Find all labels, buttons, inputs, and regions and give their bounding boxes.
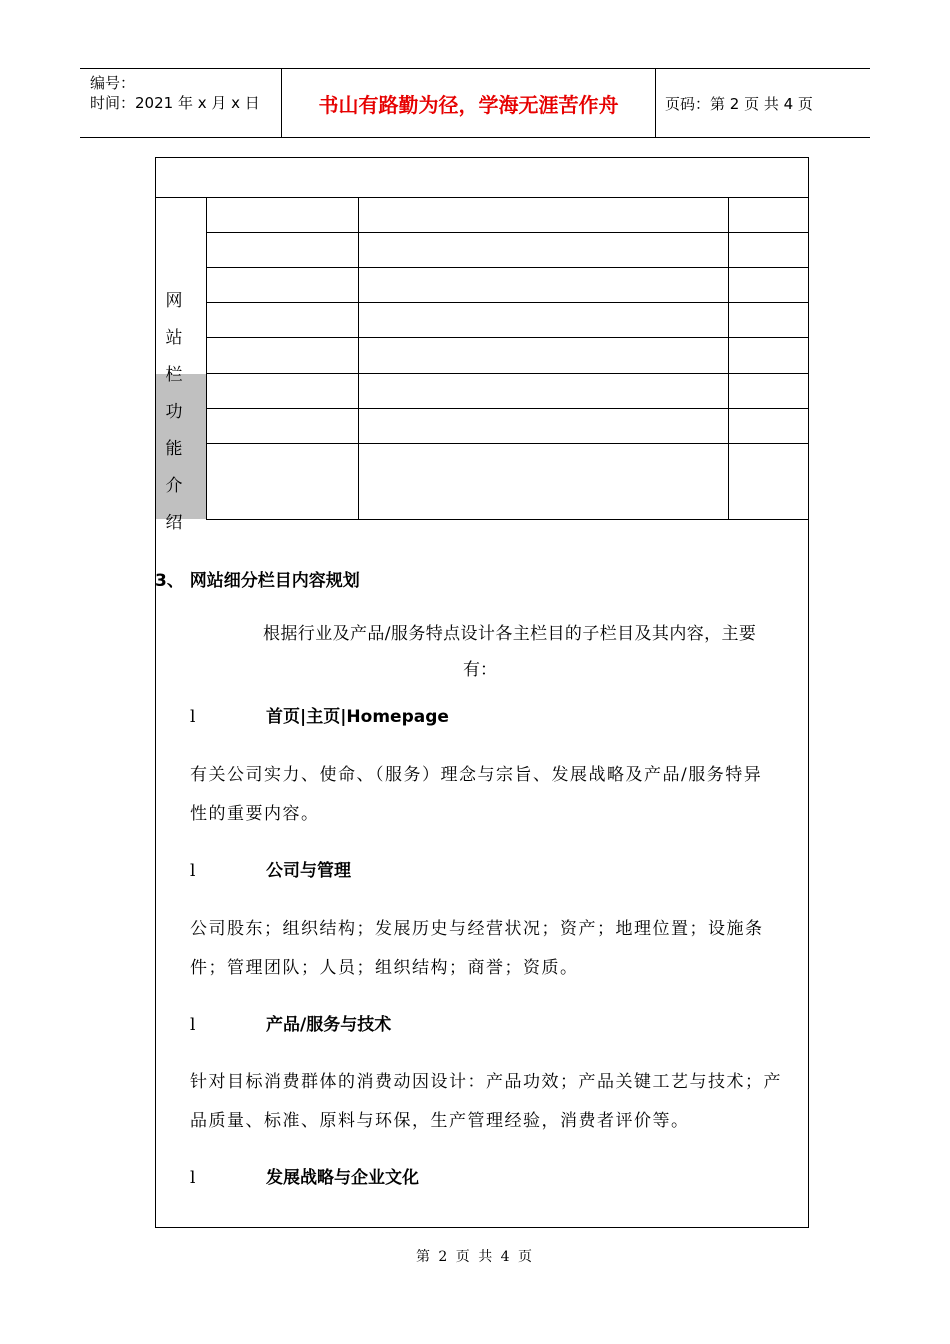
table-rule	[206, 443, 808, 444]
date-label: 时间：2021 年 x 月 x 日	[90, 94, 260, 112]
serial-label: 编号：	[90, 74, 136, 92]
item-description: 公司股东；组织结构；发展历史与经营状况；资产；地理位置；设施条 件；管理团队；人员；组织结构；商誉；资质。	[190, 919, 764, 978]
table-rule	[206, 267, 808, 268]
item-description: 有关公司实力、使命、（服务）理念与宗旨、发展战略及产品/服务特异 性的重要内容。	[190, 765, 763, 824]
table-rule	[206, 408, 808, 409]
item-description: 针对目标消费群体的消费动因设计：产品功效；产品关键工艺与技术；产 品质量、标准、原料与环保，生产管理经验，消费者评价等。	[190, 1072, 782, 1131]
list-bullet: l	[190, 1168, 196, 1188]
header-divider	[655, 69, 656, 137]
table-rule	[206, 302, 808, 303]
table-rule	[156, 197, 808, 198]
page-info: 页码：第 2 页 共 4 页	[665, 94, 813, 113]
item-title: 发展战略与企业文化	[266, 1168, 419, 1188]
list-bullet: l	[190, 861, 196, 881]
page-header	[80, 68, 870, 138]
list-bullet: l	[190, 1015, 196, 1035]
item-title: 公司与管理	[266, 861, 351, 881]
section-intro-line2: 有：	[463, 660, 497, 680]
table-rule	[206, 197, 207, 520]
item-title: 产品/服务与技术	[266, 1015, 392, 1035]
table-rule	[206, 373, 808, 374]
table-rule	[358, 197, 359, 520]
table-rule	[206, 232, 808, 233]
section-intro-line1: 根据行业及产品/服务特点设计各主栏目的子栏目及其内容，主要	[263, 624, 757, 644]
table-side-label: 网 站 栏 功 能 介 绍	[165, 291, 183, 533]
table-rule	[728, 197, 729, 520]
list-bullet: l	[190, 707, 196, 727]
page-footer: 第 2 页 共 4 页	[415, 1249, 535, 1265]
motto: 书山有路勤为径，学海无涯苦作舟	[318, 92, 619, 117]
table-rule	[206, 337, 808, 338]
table-rule	[206, 519, 808, 520]
item-title: 首页|主页|Homepage	[266, 707, 449, 727]
section-heading: 3、 网站细分栏目内容规划	[155, 571, 360, 591]
header-meta	[90, 73, 260, 113]
